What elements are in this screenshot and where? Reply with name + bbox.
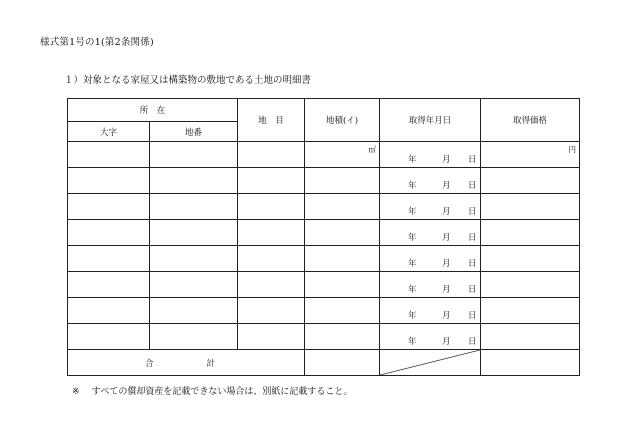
area-cell[interactable]: [305, 194, 380, 220]
chiban-cell[interactable]: [150, 220, 238, 246]
date-month-label: 月: [442, 285, 451, 295]
oaza-cell[interactable]: [68, 246, 150, 272]
oaza-cell[interactable]: [68, 298, 150, 324]
table-row: [68, 168, 580, 194]
note-text: すべての償却資産を記載できない場合は、別紙に記載すること。: [91, 387, 353, 397]
chimoku-cell[interactable]: [238, 142, 305, 168]
note-mark: ※: [72, 387, 80, 397]
total-date-slash-cell: [380, 350, 481, 376]
date-placeholder: [380, 153, 480, 165]
date-day-label: 日: [468, 207, 477, 217]
date-placeholder: [380, 335, 480, 347]
date-year-label: 年: [408, 233, 417, 243]
acquisition-date-cell[interactable]: [380, 246, 481, 272]
acquisition-price-cell[interactable]: [481, 142, 580, 168]
form-number: 様式第1号の1(第2条関係): [40, 37, 154, 48]
chiban-cell[interactable]: [150, 194, 238, 220]
header-location: 所 在: [68, 99, 238, 122]
header-area: 地積(イ): [305, 99, 380, 142]
price-unit: 円: [568, 145, 577, 154]
chimoku-cell[interactable]: [238, 298, 305, 324]
area-unit: ㎡: [368, 145, 377, 154]
date-month-label: 月: [442, 337, 451, 347]
chiban-cell[interactable]: [150, 168, 238, 194]
date-year-label: 年: [408, 181, 417, 191]
date-placeholder: [380, 179, 480, 191]
header-acquisition-price: 取得価格: [481, 99, 580, 142]
acquisition-price-cell[interactable]: [481, 298, 580, 324]
chimoku-cell[interactable]: [238, 246, 305, 272]
date-placeholder: [380, 205, 480, 217]
table-row: [68, 220, 580, 246]
date-day-label: 日: [468, 155, 477, 165]
date-month-label: 月: [442, 207, 451, 217]
chiban-cell[interactable]: [150, 142, 238, 168]
total-row: [68, 350, 580, 376]
oaza-cell[interactable]: [68, 142, 150, 168]
chimoku-cell[interactable]: [238, 272, 305, 298]
date-month-label: 月: [442, 181, 451, 191]
area-cell[interactable]: [305, 298, 380, 324]
acquisition-price-cell[interactable]: [481, 246, 580, 272]
date-day-label: 日: [468, 311, 477, 321]
header-acquisition-date: 取得年月日: [380, 99, 481, 142]
acquisition-date-cell[interactable]: [380, 324, 481, 350]
chimoku-cell[interactable]: [238, 168, 305, 194]
acquisition-date-cell[interactable]: [380, 220, 481, 246]
date-day-label: 日: [468, 285, 477, 295]
date-placeholder: [380, 283, 480, 295]
date-month-label: 月: [442, 259, 451, 269]
land-detail-table: [67, 98, 580, 376]
total-area-cell[interactable]: [305, 350, 380, 376]
table-row: [68, 298, 580, 324]
chiban-cell[interactable]: [150, 272, 238, 298]
date-year-label: 年: [408, 155, 417, 165]
area-cell[interactable]: [305, 272, 380, 298]
total-label: [68, 350, 305, 376]
date-day-label: 日: [468, 259, 477, 269]
chiban-cell[interactable]: [150, 324, 238, 350]
area-cell[interactable]: [305, 246, 380, 272]
acquisition-price-cell[interactable]: [481, 194, 580, 220]
oaza-cell[interactable]: [68, 194, 150, 220]
total-label-text: 合 計: [145, 358, 228, 369]
table-row: [68, 324, 580, 350]
acquisition-price-cell[interactable]: [481, 168, 580, 194]
date-day-label: 日: [468, 233, 477, 243]
date-day-label: 日: [468, 337, 477, 347]
area-cell[interactable]: [305, 142, 380, 168]
oaza-cell[interactable]: [68, 324, 150, 350]
footnote: [72, 384, 352, 397]
acquisition-date-cell[interactable]: [380, 272, 481, 298]
header-chimoku: 地 目: [238, 99, 305, 142]
chimoku-cell[interactable]: [238, 324, 305, 350]
acquisition-date-cell[interactable]: [380, 298, 481, 324]
acquisition-date-cell[interactable]: [380, 168, 481, 194]
date-placeholder: [380, 309, 480, 321]
acquisition-price-cell[interactable]: [481, 324, 580, 350]
date-month-label: 月: [442, 233, 451, 243]
chimoku-cell[interactable]: [238, 220, 305, 246]
chimoku-cell[interactable]: [238, 194, 305, 220]
oaza-cell[interactable]: [68, 220, 150, 246]
date-month-label: 月: [442, 311, 451, 321]
date-day-label: 日: [468, 181, 477, 191]
date-year-label: 年: [408, 285, 417, 295]
header-chiban: 地番: [150, 122, 238, 142]
acquisition-price-cell[interactable]: [481, 272, 580, 298]
chiban-cell[interactable]: [150, 298, 238, 324]
diagonal-slash: [380, 350, 480, 375]
table-row: [68, 272, 580, 298]
chiban-cell[interactable]: [150, 246, 238, 272]
date-year-label: 年: [408, 259, 417, 269]
date-year-label: 年: [408, 337, 417, 347]
section-title: １）対象となる家屋又は構築物の敷地である土地の明細書: [64, 75, 312, 86]
area-cell[interactable]: [305, 168, 380, 194]
table-row: [68, 142, 580, 168]
date-placeholder: [380, 231, 480, 243]
total-price-cell[interactable]: [481, 350, 580, 376]
acquisition-price-cell[interactable]: [481, 220, 580, 246]
header-oaza: 大字: [68, 122, 150, 142]
oaza-cell[interactable]: [68, 168, 150, 194]
date-year-label: 年: [408, 207, 417, 217]
area-cell[interactable]: [305, 220, 380, 246]
oaza-cell[interactable]: [68, 272, 150, 298]
acquisition-date-cell[interactable]: [380, 194, 481, 220]
area-cell[interactable]: [305, 324, 380, 350]
table-row: [68, 246, 580, 272]
date-month-label: 月: [442, 155, 451, 165]
table-row: [68, 194, 580, 220]
date-placeholder: [380, 257, 480, 269]
date-year-label: 年: [408, 311, 417, 321]
acquisition-date-cell[interactable]: [380, 142, 481, 168]
